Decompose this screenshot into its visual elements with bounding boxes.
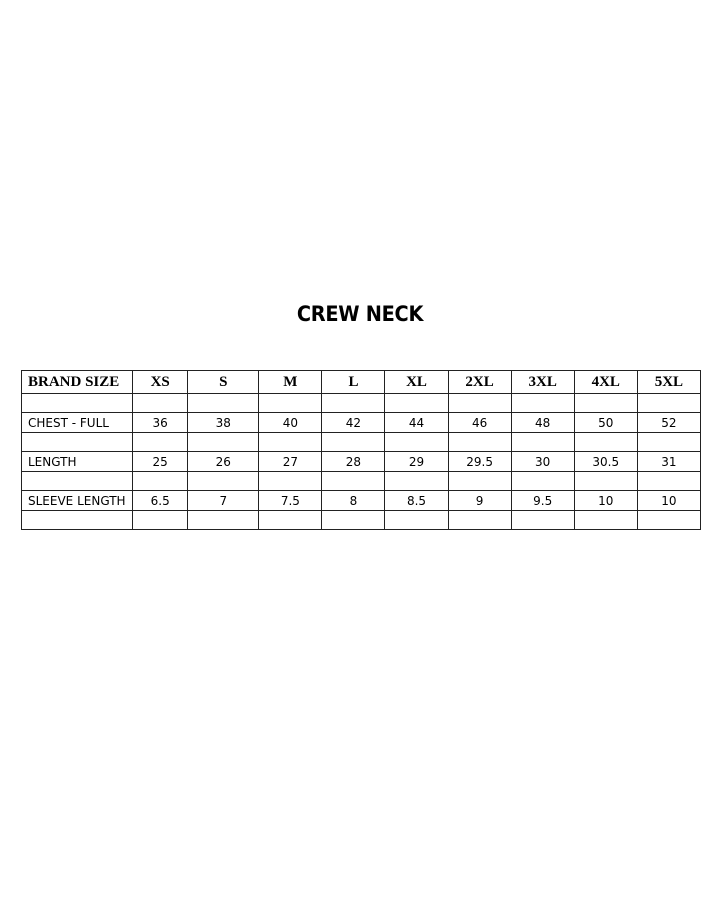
table-cell: 7.5: [259, 491, 322, 511]
size-header-cell: 2XL: [448, 371, 511, 394]
row-label: SLEEVE LENGTH: [22, 491, 133, 511]
empty-cell: [637, 394, 700, 413]
size-header-cell: 4XL: [574, 371, 637, 394]
header-label-cell: BRAND SIZE: [22, 371, 133, 394]
size-header-cell: 5XL: [637, 371, 700, 394]
empty-cell: [574, 511, 637, 530]
empty-cell: [133, 433, 188, 452]
table-cell: 48: [511, 413, 574, 433]
empty-cell: [322, 472, 385, 491]
table-cell: 25: [133, 452, 188, 472]
page-title: CREW NECK: [296, 302, 424, 326]
table-cell: 29.5: [448, 452, 511, 472]
empty-cell: [637, 511, 700, 530]
spacer-row: [22, 433, 701, 452]
empty-cell: [133, 472, 188, 491]
empty-cell: [385, 511, 448, 530]
empty-cell: [22, 472, 133, 491]
empty-cell: [133, 394, 188, 413]
table-cell: 42: [322, 413, 385, 433]
empty-cell: [322, 433, 385, 452]
empty-cell: [259, 433, 322, 452]
table-cell: 26: [188, 452, 259, 472]
empty-cell: [385, 394, 448, 413]
empty-cell: [188, 472, 259, 491]
empty-cell: [511, 433, 574, 452]
spacer-row: [22, 472, 701, 491]
empty-cell: [574, 433, 637, 452]
table-cell: 8: [322, 491, 385, 511]
empty-cell: [511, 394, 574, 413]
empty-cell: [259, 472, 322, 491]
empty-cell: [574, 394, 637, 413]
table-cell: 10: [574, 491, 637, 511]
table-cell: 46: [448, 413, 511, 433]
empty-cell: [511, 472, 574, 491]
empty-cell: [448, 394, 511, 413]
empty-cell: [188, 433, 259, 452]
empty-cell: [385, 433, 448, 452]
empty-cell: [133, 511, 188, 530]
measurement-row-sleeve: [22, 491, 701, 511]
size-header-cell: L: [322, 371, 385, 394]
empty-cell: [259, 511, 322, 530]
empty-cell: [574, 472, 637, 491]
table-cell: 9: [448, 491, 511, 511]
empty-cell: [322, 394, 385, 413]
empty-cell: [637, 433, 700, 452]
spacer-row: [22, 511, 701, 530]
table-cell: 36: [133, 413, 188, 433]
table-cell: 7: [188, 491, 259, 511]
size-header-cell: 3XL: [511, 371, 574, 394]
size-header-cell: M: [259, 371, 322, 394]
size-header-cell: XS: [133, 371, 188, 394]
empty-cell: [22, 433, 133, 452]
table-cell: 10: [637, 491, 700, 511]
empty-cell: [322, 511, 385, 530]
table-cell: 52: [637, 413, 700, 433]
empty-cell: [511, 511, 574, 530]
table-cell: 38: [188, 413, 259, 433]
header-row: [22, 371, 701, 394]
table-cell: 50: [574, 413, 637, 433]
size-chart-table: [21, 370, 701, 530]
spacer-row: [22, 394, 701, 413]
table-cell: 31: [637, 452, 700, 472]
empty-cell: [188, 394, 259, 413]
table-cell: 27: [259, 452, 322, 472]
table-cell: 28: [322, 452, 385, 472]
size-header-cell: S: [188, 371, 259, 394]
empty-cell: [448, 472, 511, 491]
table-cell: 8.5: [385, 491, 448, 511]
empty-cell: [448, 511, 511, 530]
row-label: LENGTH: [22, 452, 133, 472]
table-cell: 30: [511, 452, 574, 472]
table-cell: 6.5: [133, 491, 188, 511]
measurement-row-length: [22, 452, 701, 472]
empty-cell: [448, 433, 511, 452]
table-cell: 9.5: [511, 491, 574, 511]
table-cell: 29: [385, 452, 448, 472]
measurement-row-chest: [22, 413, 701, 433]
empty-cell: [259, 394, 322, 413]
size-header-cell: XL: [385, 371, 448, 394]
empty-cell: [637, 472, 700, 491]
table-cell: 44: [385, 413, 448, 433]
empty-cell: [188, 511, 259, 530]
empty-cell: [385, 472, 448, 491]
table-cell: 30.5: [574, 452, 637, 472]
empty-cell: [22, 511, 133, 530]
empty-cell: [22, 394, 133, 413]
table-cell: 40: [259, 413, 322, 433]
row-label: CHEST - FULL: [22, 413, 133, 433]
